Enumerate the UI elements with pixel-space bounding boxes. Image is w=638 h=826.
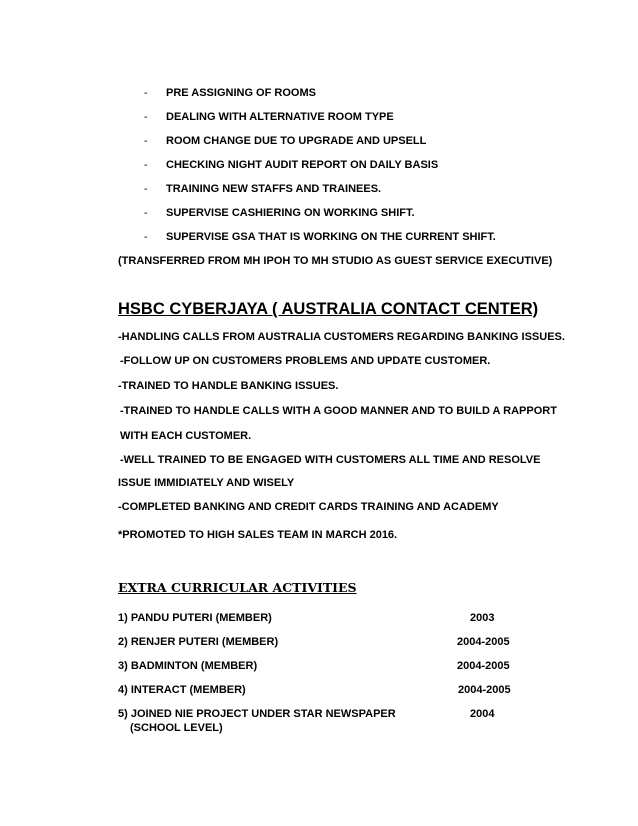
list-item-text: PRE ASSIGNING OF ROOMS bbox=[166, 87, 316, 99]
activity-year: 2004-2005 bbox=[457, 660, 510, 672]
activity-year: 2003 bbox=[470, 612, 495, 624]
activity-year: 2004 bbox=[470, 708, 495, 720]
bullet-marker: - bbox=[144, 207, 148, 219]
bullet-marker: - bbox=[144, 111, 148, 123]
bullet-marker: - bbox=[144, 159, 148, 171]
bullet-marker: - bbox=[144, 135, 148, 147]
activity-label: 2) RENJER PUTERI (MEMBER) bbox=[118, 636, 279, 648]
activity-year: 2004-2005 bbox=[458, 684, 511, 696]
transfer-note: (TRANSFERRED FROM MH IPOH TO MH STUDIO AS GUEST SERVICE EXECUTIVE) bbox=[118, 255, 553, 267]
activity-year: 2004-2005 bbox=[457, 636, 510, 648]
bullet-marker: - bbox=[144, 231, 148, 243]
activity-label: 3) BADMINTON (MEMBER) bbox=[118, 660, 258, 672]
list-item-text: SUPERVISE CASHIERING ON WORKING SHIFT. bbox=[166, 207, 415, 219]
hsbc-line: -TRAINED TO HANDLE CALLS WITH A GOOD MANNER AND TO BUILD A RAPPORT bbox=[120, 405, 557, 417]
activity-label: 4) INTERACT (MEMBER) bbox=[118, 684, 246, 696]
hsbc-line: -HANDLING CALLS FROM AUSTRALIA CUSTOMERS REGARDING BANKING ISSUES. bbox=[118, 331, 565, 343]
bullet-marker: - bbox=[144, 87, 148, 99]
hsbc-line: WITH EACH CUSTOMER. bbox=[120, 430, 252, 442]
activity-label: 1) PANDU PUTERI (MEMBER) bbox=[118, 612, 272, 624]
hsbc-line: -COMPLETED BANKING AND CREDIT CARDS TRAINING AND ACADEMY bbox=[118, 501, 499, 513]
list-item-text: ROOM CHANGE DUE TO UPGRADE AND UPSELL bbox=[166, 135, 427, 147]
section-heading-hsbc: HSBC CYBERJAYA ( AUSTRALIA CONTACT CENTER) bbox=[118, 300, 539, 318]
hsbc-line: -TRAINED TO HANDLE BANKING ISSUES. bbox=[118, 380, 339, 392]
hsbc-line: -WELL TRAINED TO BE ENGAGED WITH CUSTOMERS ALL TIME AND RESOLVE bbox=[120, 454, 541, 466]
list-item-text: DEALING WITH ALTERNATIVE ROOM TYPE bbox=[166, 111, 394, 123]
activity-label: 5) JOINED NIE PROJECT UNDER STAR NEWSPAPER bbox=[118, 708, 396, 720]
list-item-text: TRAINING NEW STAFFS AND TRAINEES. bbox=[166, 183, 382, 195]
list-item-text: CHECKING NIGHT AUDIT REPORT ON DAILY BASIS bbox=[166, 159, 439, 171]
bullet-marker: - bbox=[144, 183, 148, 195]
section-heading-extra-curricular: EXTRA CURRICULAR ACTIVITIES bbox=[118, 580, 357, 595]
hsbc-line: -FOLLOW UP ON CUSTOMERS PROBLEMS AND UPDATE CUSTOMER. bbox=[120, 355, 491, 367]
hsbc-line: *PROMOTED TO HIGH SALES TEAM IN MARCH 2016. bbox=[118, 529, 398, 541]
list-item-text: SUPERVISE GSA THAT IS WORKING ON THE CURRENT SHIFT. bbox=[166, 231, 496, 243]
hsbc-line: ISSUE IMMIDIATELY AND WISELY bbox=[118, 477, 295, 489]
activity-label-continuation: (SCHOOL LEVEL) bbox=[130, 722, 223, 734]
